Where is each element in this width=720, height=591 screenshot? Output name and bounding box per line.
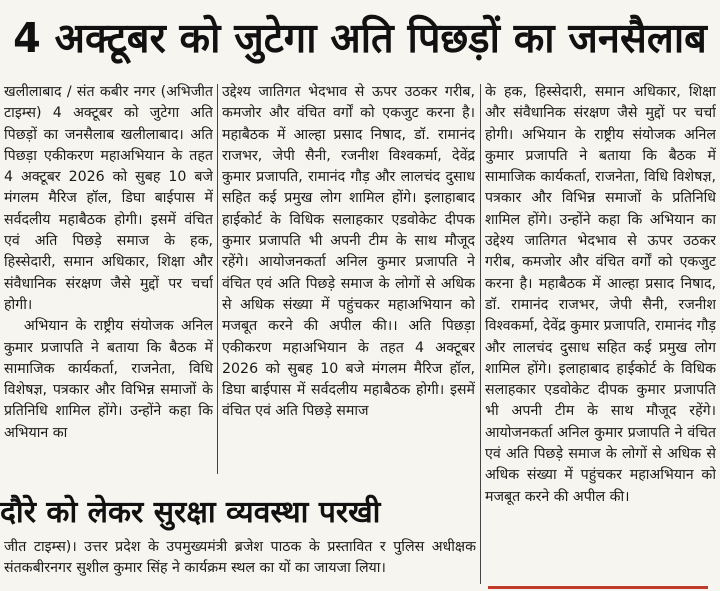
article-paragraph: के हक, हिस्सेदारी, समान अधिकार, शिक्षा और संवैधानिक संरक्षण जैसे मुद्दों पर चर्चा होगी। अभियान के राष्ट्रीय संयोजक अनिल कुमार प्रजापति ने बताया कि बैठक में सामाजिक कार्यकर्ता, राजनेता, विधि विशेषज्ञ, पत्रकार और विभिन्न समाजों के प्रतिनिधि शामिल होंगे। उन्होंने कहा कि अभियान का उद्देश्य जातिगत भेदभाव से ऊपर उठकर गरीब, कमजोर और वंचित वर्गों को एकजुट करना है। महाबैठक में आल्हा प्रसाद निषाद, डॉ. रामानंद राजभर, जेपी सैनी, रजनीश विश्वकर्मा, देवेंद्र कुमार प्रजापति, रामानंद गौड़ और लालचंद दुसाध सहित कई प्रमुख लोग शामिल होंगे। इलाहाबाद हाईकोर्ट के विधिक सलाहकार एडवोकेट दीपक कुमार प्रजापति भी अपनी टीम के साथ मौजूद रहेंगे। आयोजनकर्ता अनिल कुमार प्रजापति ने वंचित एवं अति पिछड़े समाज के लोगों से अधिक से अधिक संख्या में पहुंचकर महाअभियान को मजबूत करने की अपील की। [485, 84, 716, 505]
article-paragraph: उद्देश्य जातिगत भेदभाव से ऊपर उठकर गरीब, कमजोर और वंचित वर्गों को एकजुट करना है। महाबैठक में आल्हा प्रसाद निषाद, डॉ. रामानंद राजभर, जेपी सैनी, रजनीश विश्वकर्मा, देवेंद्र कुमार प्रजापति, रामानंद गौड़ और लालचंद दुसाध सहित कई प्रमुख लोग शामिल होंगे। इलाहाबाद हाईकोर्ट के विधिक सलाहकार एडवोकेट दीपक कुमार प्रजापति भी अपनी टीम के साथ मौजूद रहेंगे। आयोजनकर्ता अनिल कुमार प्रजापति ने वंचित एवं अति पिछड़े समाज के लोगों से अधिक से अधिक संख्या में पहुंचकर महाअभियान को मजबूत करने की अपील की।। अति पिछड़ा एकीकरण महाअभियान के तहत 4 अक्टूबर 2026 को सुबह 10 बजे मंगलम मैरिज हॉल, डिघा बाईपास में सर्वदलीय महाबैठक होगी। इसमें वंचित एवं अति पिछड़े समाज [222, 84, 475, 420]
article-column-1 [4, 82, 213, 474]
secondary-headline: दौरे को लेकर सुरक्षा व्यवस्था परखी [0, 494, 381, 530]
article-paragraph: खलीलाबाद / संत कबीर नगर (अभिजीत टाइम्स) 4 अक्टूबर को जुटेगा अति पिछड़ों का जनसैलाब खलीलाबाद। अति पिछड़ा एकीकरण महाअभियान के तहत 4 अक्टूबर 2026 को सुबह 10 बजे मंगलम मैरिज हॉल, डिघा बाईपास में सर्वदलीय महाबैठक होगी। इसमें वंचित एवं अति पिछड़े समाज के हक, हिस्सेदारी, समान अधिकार, शिक्षा और संवैधानिक संरक्षण जैसे मुद्दों पर चर्चा होगी। [4, 84, 213, 313]
article-paragraph: अभियान के राष्ट्रीय संयोजक अनिल कुमार प्रजापति ने बताया कि बैठक में सामाजिक कार्यकर्ता, राजनेता, विधि विशेषज्ञ, पत्रकार और विभिन्न समाजों के प्रतिनिधि शामिल होंगे। उन्होंने कहा कि अभियान का [4, 318, 213, 441]
main-headline: 4 अक्टूबर को जुटेगा अति पिछड़ों का जनसैलाब [13, 14, 707, 62]
article-column-3 [485, 82, 716, 588]
column-divider [480, 84, 481, 584]
decorative-underline [488, 586, 708, 589]
article-paragraph: जीत टाइम्स)। उत्तर प्रदेश के उपमुख्यमंत्री ब्रजेश पाठक के प्रस्तावित र पुलिस अधीक्षक संतकबीरनगर सुशील कुमार सिंह ने कार्यक्रम स्थल का यों का जायजा लिया। [4, 539, 476, 576]
secondary-article-body [4, 537, 476, 591]
column-divider [217, 84, 218, 474]
article-column-2 [222, 82, 475, 474]
